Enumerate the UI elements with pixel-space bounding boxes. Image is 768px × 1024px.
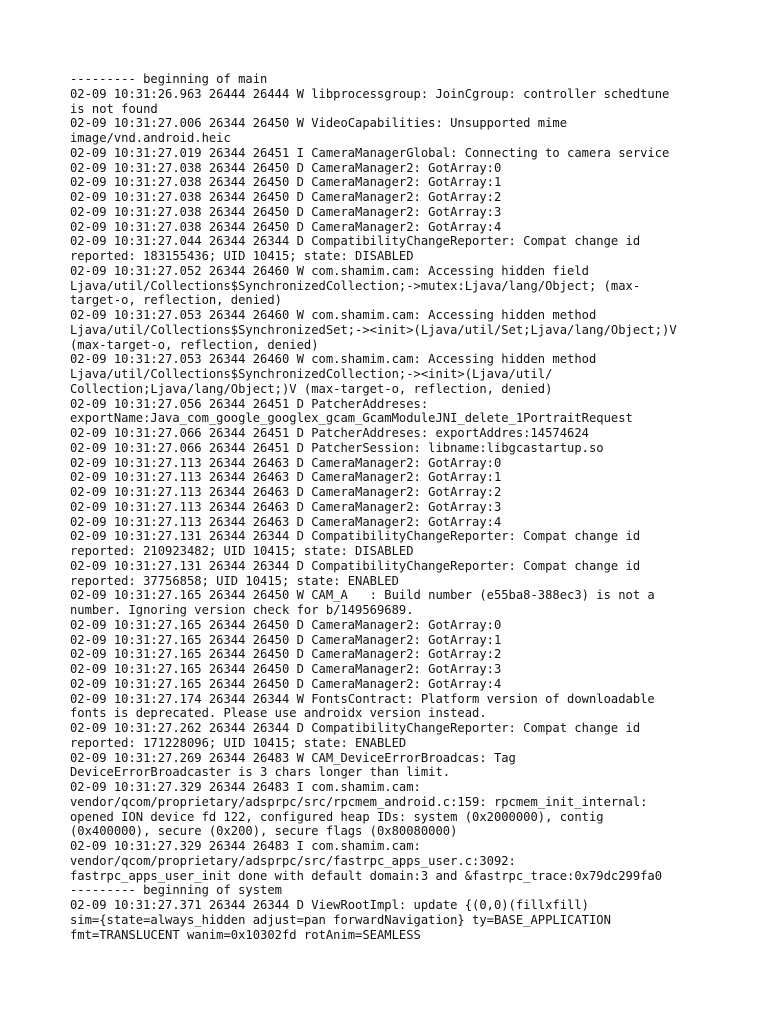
log-line: fastrpc_apps_user_init done with default domain:3 and &fastrpc_trace:0x79dc299fa0 (70, 868, 663, 883)
log-line: 02-09 10:31:27.044 26344 26344 D CompatibilityChangeReporter: Compat change id (70, 234, 641, 249)
log-line: 02-09 10:31:27.052 26344 26460 W com.shamim.cam: Accessing hidden field (70, 263, 589, 278)
log-line: exportName:Java_com_google_googlex_gcam_GcamModuleJNI_delete_1PortraitRequest (70, 411, 633, 426)
log-line: 02-09 10:31:27.053 26344 26460 W com.shamim.cam: Accessing hidden method (70, 352, 597, 367)
log-line: Ljava/util/Collections$SynchronizedCollection;->mutex:Ljava/lang/Object; (max- (70, 278, 641, 293)
log-line: 02-09 10:31:27.269 26344 26483 W CAM_DeviceErrorBroadcas: Tag (70, 750, 516, 765)
log-line: 02-09 10:31:27.165 26344 26450 D CameraManager2: GotArray:3 (70, 662, 502, 676)
log-line: 02-09 10:31:27.038 26344 26450 D CameraManager2: GotArray:1 (70, 175, 502, 190)
log-line: 02-09 10:31:27.329 26344 26483 I com.shamim.cam: (70, 780, 421, 794)
log-line: --------- beginning of main (70, 72, 268, 86)
log-line: DeviceErrorBroadcaster is 3 chars longer than limit. (70, 765, 451, 780)
log-line: Ljava/util/Collections$SynchronizedSet;-><init>(Ljava/util/Set;Ljava/lang/Object;)V (70, 322, 677, 337)
log-line: target-o, reflection, denied) (70, 293, 282, 308)
log-line: 02-09 10:31:27.066 26344 26451 D PatcherSession: libname:libgcastartup.so (70, 440, 604, 455)
log-line: 02-09 10:31:27.165 26344 26450 D CameraManager2: GotArray:1 (70, 632, 502, 647)
log-line: 02-09 10:31:27.066 26344 26451 D PatcherAddreses: exportAddres:14574624 (70, 426, 589, 440)
log-line: image/vnd.android.heic (70, 131, 231, 145)
log-text-block (70, 72, 710, 942)
log-line: 02-09 10:31:27.038 26344 26450 D CameraManager2: GotArray:4 (70, 219, 502, 234)
log-line: 02-09 10:31:27.113 26344 26463 D CameraManager2: GotArray:3 (70, 499, 502, 514)
log-line: 02-09 10:31:27.262 26344 26344 D CompatibilityChangeReporter: Compat change id (70, 721, 641, 735)
log-line: 02-09 10:31:27.006 26344 26450 W VideoCapabilities: Unsupported mime (70, 116, 568, 131)
log-line: reported: 37756858; UID 10415; state: ENABLED (70, 573, 399, 588)
log-line: 02-09 10:31:27.113 26344 26463 D CameraManager2: GotArray:1 (70, 470, 502, 485)
log-line: (0x400000), secure (0x200), secure flags (0x80080000) (70, 824, 458, 839)
log-line: reported: 210923482; UID 10415; state: DISABLED (70, 544, 414, 558)
log-line: --------- beginning of system (70, 883, 282, 898)
log-line: 02-09 10:31:27.038 26344 26450 D CameraManager2: GotArray:0 (70, 160, 502, 175)
log-line: number. Ignoring version check for b/149569689. (70, 603, 414, 617)
log-line: reported: 183155436; UID 10415; state: DISABLED (70, 249, 414, 263)
log-line: opened ION device fd 122, configured heap IDs: system (0x2000000), contig (70, 809, 604, 824)
log-line: 02-09 10:31:26.963 26444 26444 W libprocessgroup: JoinCgroup: controller schedtune (70, 86, 670, 101)
log-line: 02-09 10:31:27.131 26344 26344 D CompatibilityChangeReporter: Compat change id (70, 529, 641, 544)
log-line: 02-09 10:31:27.113 26344 26463 D CameraManager2: GotArray:0 (70, 455, 502, 470)
log-line: 02-09 10:31:27.165 26344 26450 D CameraManager2: GotArray:2 (70, 647, 502, 662)
log-line: sim={state=always_hidden adjust=pan forwardNavigation} ty=BASE_APPLICATION (70, 912, 611, 927)
log-line: Ljava/util/Collections$SynchronizedCollection;-><init>(Ljava/util/ (70, 367, 553, 381)
log-line: (max-target-o, reflection, denied) (70, 337, 319, 352)
log-line: 02-09 10:31:27.165 26344 26450 D CameraManager2: GotArray:4 (70, 676, 502, 691)
log-line: fmt=TRANSLUCENT wanim=0x10302fd rotAnim=SEAMLESS (70, 927, 421, 942)
log-line: 02-09 10:31:27.131 26344 26344 D CompatibilityChangeReporter: Compat change id (70, 558, 641, 573)
log-line: 02-09 10:31:27.056 26344 26451 D PatcherAddreses: (70, 396, 429, 411)
log-line: is not found (70, 101, 158, 116)
log-line: 02-09 10:31:27.165 26344 26450 D CameraManager2: GotArray:0 (70, 617, 502, 632)
log-line: 02-09 10:31:27.371 26344 26344 D ViewRootImpl: update {(0,0)(fillxfill) (70, 898, 589, 912)
log-line: 02-09 10:31:27.113 26344 26463 D CameraManager2: GotArray:2 (70, 485, 502, 499)
log-line: 02-09 10:31:27.165 26344 26450 W CAM_A : Build number (e55ba8-388ec3) is not a (70, 588, 655, 603)
log-line: 02-09 10:31:27.019 26344 26451 I CameraManagerGlobal: Connecting to camera service (70, 145, 670, 160)
log-line: vendor/qcom/proprietary/adsprpc/src/rpcmem_android.c:159: rpcmem_init_internal: (70, 794, 648, 809)
log-line: 02-09 10:31:27.329 26344 26483 I com.shamim.cam: (70, 839, 421, 853)
log-line: reported: 171228096; UID 10415; state: ENABLED (70, 735, 407, 750)
log-line: 02-09 10:31:27.038 26344 26450 D CameraManager2: GotArray:3 (70, 204, 502, 219)
log-line: 02-09 10:31:27.113 26344 26463 D CameraManager2: GotArray:4 (70, 514, 502, 529)
log-line: 02-09 10:31:27.038 26344 26450 D CameraManager2: GotArray:2 (70, 190, 502, 204)
log-line: vendor/qcom/proprietary/adsprpc/src/fastrpc_apps_user.c:3092: (70, 853, 516, 868)
log-line: 02-09 10:31:27.053 26344 26460 W com.shamim.cam: Accessing hidden method (70, 308, 597, 322)
log-line: 02-09 10:31:27.174 26344 26344 W FontsContract: Platform version of downloadable (70, 691, 655, 706)
log-line: Collection;Ljava/lang/Object;)V (max-target-o, reflection, denied) (70, 381, 553, 396)
log-line: fonts is deprecated. Please use androidx version instead. (70, 706, 487, 721)
